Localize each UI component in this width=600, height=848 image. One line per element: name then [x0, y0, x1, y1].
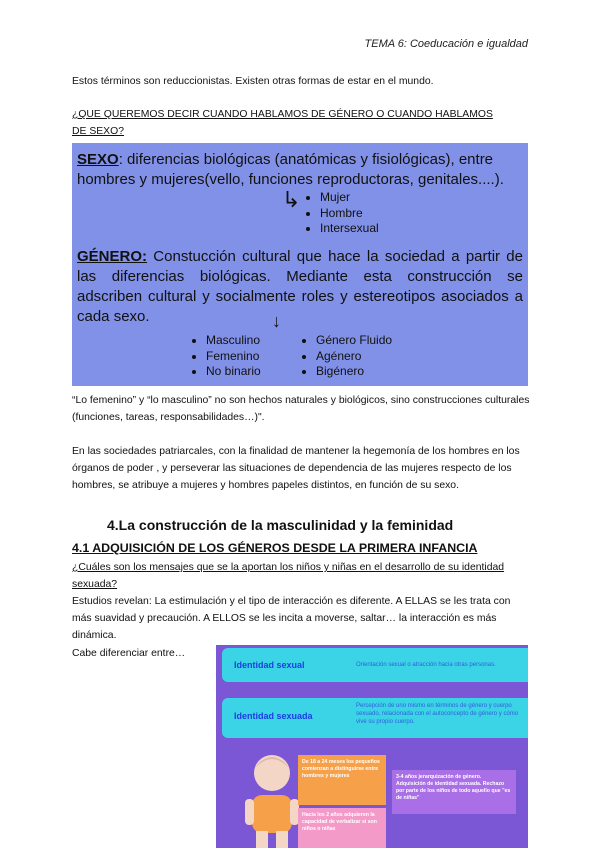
quote-paragraph: “Lo femenino” y “lo masculino” no son hechos naturales y biológicos, sino construcciones culturales (funciones, tareas, responsabilidades…)".	[72, 395, 530, 423]
list-item: • Femenino	[206, 349, 261, 365]
sexo-text: : diferencias biológicas (anatómicas y fisiológicas), entre hombres y mujeres(vello, funciones reproductoras, genitales....).	[77, 151, 504, 188]
list-item: • Mujer	[320, 190, 379, 206]
genero-list-left	[190, 333, 261, 380]
genero-label: GÉNERO:	[77, 248, 148, 265]
card-orange: De 18 a 24 meses los pequeños comienzan a distinguirse entre hombres y mujeres	[298, 755, 386, 805]
intro-paragraph: Estos términos son reduccionistas. Existen otras formas de estar en el mundo.	[72, 76, 434, 87]
genero-list-right	[300, 333, 392, 380]
subsection-title: 4.1 ADQUISICIÓN DE LOS GÉNEROS DESDE LA PRIMERA INFANCIA	[72, 541, 478, 555]
arrow-down-right-icon: ↳	[282, 187, 301, 212]
intro-list-text: Cabe diferenciar entre…	[72, 648, 186, 659]
identity-infographic	[216, 645, 528, 848]
child-figure-icon	[242, 751, 302, 848]
list-item: • Agénero	[316, 349, 392, 365]
list-item: • Intersexual	[320, 221, 379, 237]
card-purple: 3-4 años jerarquización de género. Adquisición de identidad sexuada. Rechazo por parte de los niños de todo aquello que "es de niñas"	[392, 770, 516, 814]
arrow-down-icon: ↓	[272, 311, 281, 331]
row-label: Identidad sexuada	[234, 711, 313, 721]
row-label: Identidad sexual	[234, 660, 305, 670]
list-item: • No binario	[206, 364, 261, 380]
list-item: • Género Fluido	[316, 333, 392, 349]
patriarchal-paragraph: En las sociedades patriarcales, con la finalidad de mantener la hegemonía de los hombres en los órganos de poder , y perseverar las situaciones de dependencia de las mujeres respecto de los hombres, se atribuye a mujeres y hombres papeles distintos, en función de su sexo.	[72, 446, 520, 491]
definitions-box	[72, 143, 528, 386]
list-item: • Bigénero	[316, 364, 392, 380]
row-description: Orientación sexual o atracción hacia otras personas.	[356, 662, 496, 668]
list-item: • Hombre	[320, 206, 379, 222]
sexo-definition	[77, 150, 523, 190]
list-item: • Masculino	[206, 333, 261, 349]
section-title: 4.La construcción de la masculinidad y la feminidad	[107, 517, 454, 533]
identity-sexual-row	[222, 648, 528, 682]
studies-paragraph: Estudios revelan: La estimulación y el tipo de interacción es diferente. A ELLAS se les trata con más suavidad y precaución. A ELLOS se les incita a moverse, saltar… la interacción es más dinámica.	[72, 596, 511, 641]
genero-definition	[77, 247, 523, 327]
genero-text: Constucción cultural que hace la sociedad a partir de las diferencias biológicas. Mediante esta construcción se adscriben cultural y socialmente roles y estereotipos asociados a cada sexo.	[77, 248, 523, 325]
identity-sexuada-row	[222, 698, 528, 738]
question-heading-2: ¿Cuáles son los mensajes que se la aportan los niños y niñas en el desarrollo de su identidad sexuada?	[72, 562, 505, 590]
row-description: Percepción de uno mismo en términos de género y cuerpo sexuado, relacionada con el autoconcepto de género y cómo vive su propio cuerpo.	[356, 703, 519, 725]
sexo-list	[304, 190, 379, 237]
page-header: TEMA 6: Coeducación e igualdad	[364, 38, 528, 50]
card-pink: Hacia los 2 años adquieren la capacidad de verbalizar si son niños o niñas	[298, 808, 386, 848]
sexo-label: SEXO	[77, 151, 119, 168]
question-heading: ¿QUE QUEREMOS DECIR CUANDO HABLAMOS DE GÉNERO O CUANDO HABLAMOS DE SEXO?	[72, 109, 493, 137]
